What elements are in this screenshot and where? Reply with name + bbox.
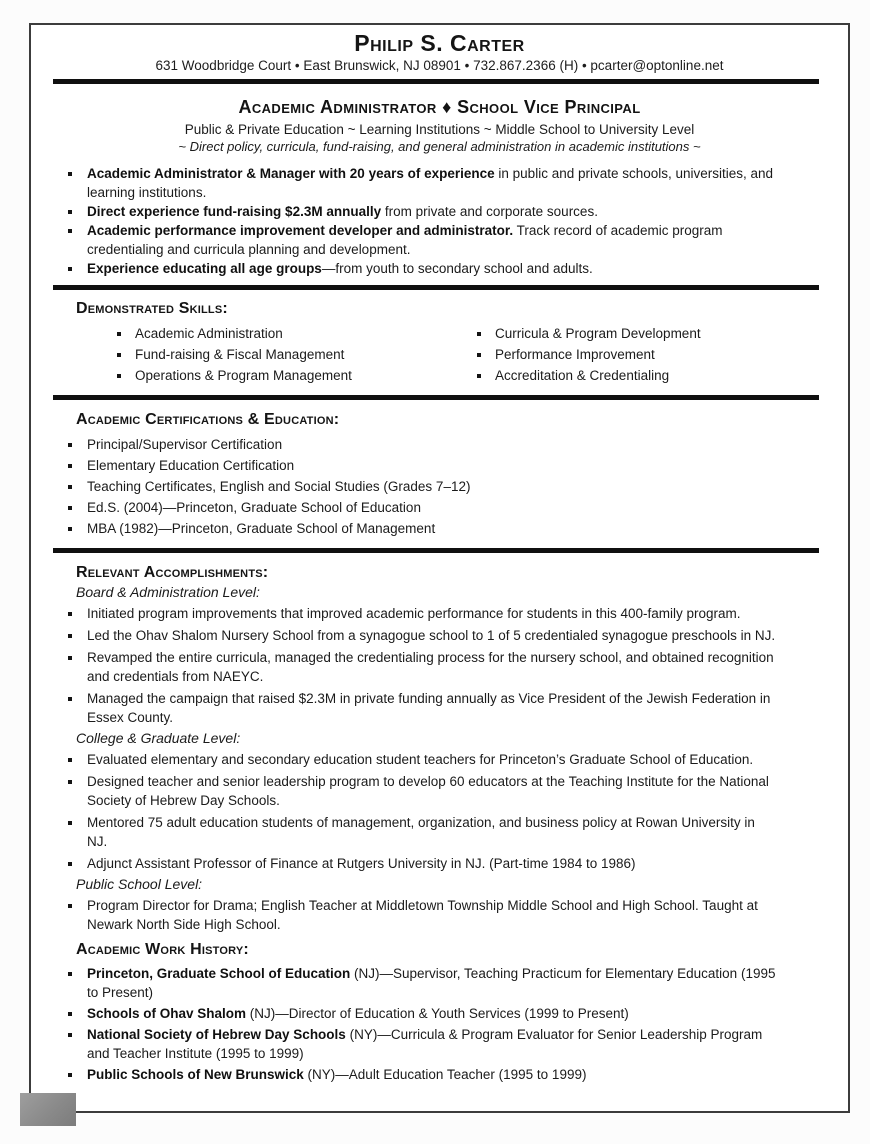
bullet-text-rest: from private and corporate sources.	[381, 204, 598, 219]
skill-item	[477, 323, 701, 344]
job-tagline: ~ Direct policy, curricula, fund-raising, and general administration in academic institutions ~	[178, 139, 701, 154]
role-details: (NY)—Adult Education Teacher (1995 to 1999)	[303, 1067, 587, 1082]
bullet-text	[87, 259, 593, 278]
accomplishment-item	[31, 689, 848, 727]
skill-label: Operations & Program Management	[135, 368, 352, 383]
skill-item	[117, 323, 477, 344]
bullet-text: Principal/Supervisor Certification	[87, 437, 283, 452]
summary-bullet	[31, 202, 848, 221]
bullet-icon	[68, 634, 72, 638]
bullet-icon	[68, 612, 72, 616]
section-divider	[53, 395, 819, 400]
skill-item	[117, 365, 477, 386]
bullet-text	[87, 221, 777, 259]
accomplishment-item	[31, 772, 848, 810]
accomplishment-item	[31, 896, 848, 934]
bullet-icon	[68, 862, 72, 866]
certifications-section	[31, 410, 848, 539]
summary-section	[31, 164, 848, 278]
bullet-icon	[477, 332, 481, 336]
bullet-text-rest: Track record of academic program credentialing and curricula planning and development.	[87, 223, 723, 257]
bullet-icon	[68, 506, 72, 510]
bullet-text: Revamped the entire curricula, managed the credentialing process for the nursery school, and obtained recognition and credentials from NAEYC.	[87, 650, 774, 684]
bullet-icon	[68, 1012, 72, 1016]
role-details: (NJ)—Supervisor, Teaching Practicum for Elementary Education (1995 to Present)	[87, 966, 776, 1000]
bullet-icon	[68, 697, 72, 701]
employer-name: Schools of Ohav Shalom	[87, 1006, 247, 1021]
bullet-text: Ed.S. (2004)—Princeton, Graduate School of Education	[87, 500, 421, 515]
bullet-text-rest: in public and private schools, universities, and learning institutions.	[87, 166, 774, 200]
skill-item	[477, 365, 701, 386]
bullet-text	[87, 202, 598, 221]
bullet-icon	[117, 332, 121, 336]
certification-item	[31, 434, 848, 455]
bullet-icon	[68, 210, 72, 214]
accomplishment-item	[31, 854, 848, 873]
bullet-text-bold: Academic performance improvement developer and administrator.	[87, 223, 514, 238]
skill-label: Curricula & Program Development	[495, 326, 701, 341]
bullet-text: Led the Ohav Shalom Nursery School from a synagogue school to 1 of 5 credentialed synagogue preschools in NJ.	[87, 628, 776, 643]
accomplishment-group-label: Public School Level:	[76, 876, 203, 892]
summary-bullet	[31, 164, 848, 202]
job-title: Academic Administrator ♦ School Vice Principal	[238, 97, 641, 117]
bullet-icon	[477, 374, 481, 378]
accomplishment-item	[31, 604, 848, 623]
bullet-text-bold: Academic Administrator & Manager with 20 years of experience	[87, 166, 495, 181]
bullet-text: Managed the campaign that raised $2.3M in private funding annually as Vice President of the Jewish Federation in Essex County.	[87, 691, 771, 725]
accomplishment-item	[31, 648, 848, 686]
bullet-text-rest: —from youth to secondary school and adults.	[321, 261, 593, 276]
work-history-item	[31, 1065, 848, 1084]
bullet-icon	[68, 464, 72, 468]
skill-label: Performance Improvement	[495, 347, 655, 362]
bullet-icon	[68, 972, 72, 976]
skill-label: Accreditation & Credentialing	[495, 368, 670, 383]
role-details: (NY)—Curricula & Program Evaluator for Senior Leadership Program and Teacher Institute (1995 to 1999)	[87, 1027, 763, 1061]
bullet-text	[87, 964, 777, 1002]
bullet-text: Mentored 75 adult education students of management, organization, and business policy at Rowan University in NJ.	[87, 815, 755, 849]
bullet-text: Teaching Certificates, English and Social Studies (Grades 7–12)	[87, 479, 471, 494]
work-history-item	[31, 1025, 848, 1063]
bullet-icon	[68, 172, 72, 176]
bullet-icon	[68, 443, 72, 447]
bullet-icon	[117, 353, 121, 357]
bullet-text	[87, 1004, 629, 1023]
work-history-item	[31, 1004, 848, 1023]
bullet-icon	[68, 1033, 72, 1037]
certification-item	[31, 497, 848, 518]
accomplishment-item	[31, 750, 848, 769]
skill-item	[117, 344, 477, 365]
bullet-text: Designed teacher and senior leadership program to develop 60 educators at the Teaching Institute for the National Society of Hebrew Day Schools.	[87, 774, 769, 808]
gray-overlay	[20, 1093, 76, 1126]
skill-label: Fund-raising & Fiscal Management	[135, 347, 345, 362]
summary-bullet	[31, 259, 848, 278]
accomplishments-section	[31, 563, 848, 934]
bullet-icon	[117, 374, 121, 378]
job-subtitle: Public & Private Education ~ Learning Institutions ~ Middle School to University Level	[184, 122, 695, 137]
section-divider	[53, 285, 819, 290]
work-history-section	[31, 940, 848, 1084]
bullet-text: MBA (1982)—Princeton, Graduate School of Management	[87, 521, 436, 536]
accomplishment-group-label: Board & Administration Level:	[76, 584, 260, 600]
bullet-icon	[68, 656, 72, 660]
bullet-text	[87, 1025, 777, 1063]
bullet-text	[87, 1065, 586, 1084]
certifications-heading: Academic Certifications & Education:	[76, 411, 340, 428]
section-divider	[53, 79, 819, 84]
bullet-icon	[68, 267, 72, 271]
title-block	[31, 97, 848, 155]
skill-item	[477, 344, 701, 365]
bullet-icon	[68, 904, 72, 908]
bullet-icon	[68, 527, 72, 531]
skills-columns	[31, 323, 848, 386]
bullet-icon	[68, 780, 72, 784]
resume-header	[31, 25, 848, 74]
skills-section	[31, 299, 848, 386]
bullet-icon	[68, 758, 72, 762]
contact-line: 631 Woodbridge Court • East Brunswick, NJ 08901 • 732.867.2366 (H) • pcarter@optonline.net	[155, 58, 724, 73]
skills-column-right	[477, 323, 701, 386]
work-history-item	[31, 964, 848, 1002]
bullet-text	[87, 164, 777, 202]
bullet-text: Evaluated elementary and secondary education student teachers for Princeton’s Graduate School of Education.	[87, 752, 754, 767]
skill-label: Academic Administration	[135, 326, 283, 341]
certification-item	[31, 518, 848, 539]
employer-name: Public Schools of New Brunswick	[87, 1067, 304, 1082]
accomplishments-heading: Relevant Accomplishments:	[76, 564, 269, 581]
person-name: Philip S. Carter	[354, 30, 525, 56]
role-details: (NJ)—Director of Education & Youth Services (1999 to Present)	[246, 1006, 629, 1021]
bullet-icon	[68, 229, 72, 233]
bullet-icon	[477, 353, 481, 357]
skills-heading: Demonstrated Skills:	[76, 300, 228, 317]
certification-item	[31, 476, 848, 497]
resume-page	[29, 23, 850, 1113]
bullet-icon	[68, 485, 72, 489]
accomplishment-item	[31, 813, 848, 851]
summary-bullet	[31, 221, 848, 259]
bullet-icon	[68, 1073, 72, 1077]
bullet-text: Initiated program improvements that improved academic performance for students in this 400-family program.	[87, 606, 741, 621]
accomplishment-item	[31, 626, 848, 645]
work-history-heading: Academic Work History:	[76, 941, 249, 958]
employer-name: Princeton, Graduate School of Education	[87, 966, 351, 981]
bullet-text-bold: Experience educating all age groups	[87, 261, 322, 276]
certification-item	[31, 455, 848, 476]
skills-column-left	[117, 323, 477, 386]
accomplishment-group-label: College & Graduate Level:	[76, 730, 241, 746]
bullet-text: Program Director for Drama; English Teacher at Middletown Township Middle School and High School. Taught at Newark North Side High School.	[87, 898, 758, 932]
bullet-text-bold: Direct experience fund-raising $2.3M annually	[87, 204, 382, 219]
bullet-icon	[68, 821, 72, 825]
employer-name: National Society of Hebrew Day Schools	[87, 1027, 346, 1042]
bullet-text: Adjunct Assistant Professor of Finance at Rutgers University in NJ. (Part-time 1984 to 1986)	[87, 856, 636, 871]
section-divider	[53, 548, 819, 553]
bullet-text: Elementary Education Certification	[87, 458, 295, 473]
